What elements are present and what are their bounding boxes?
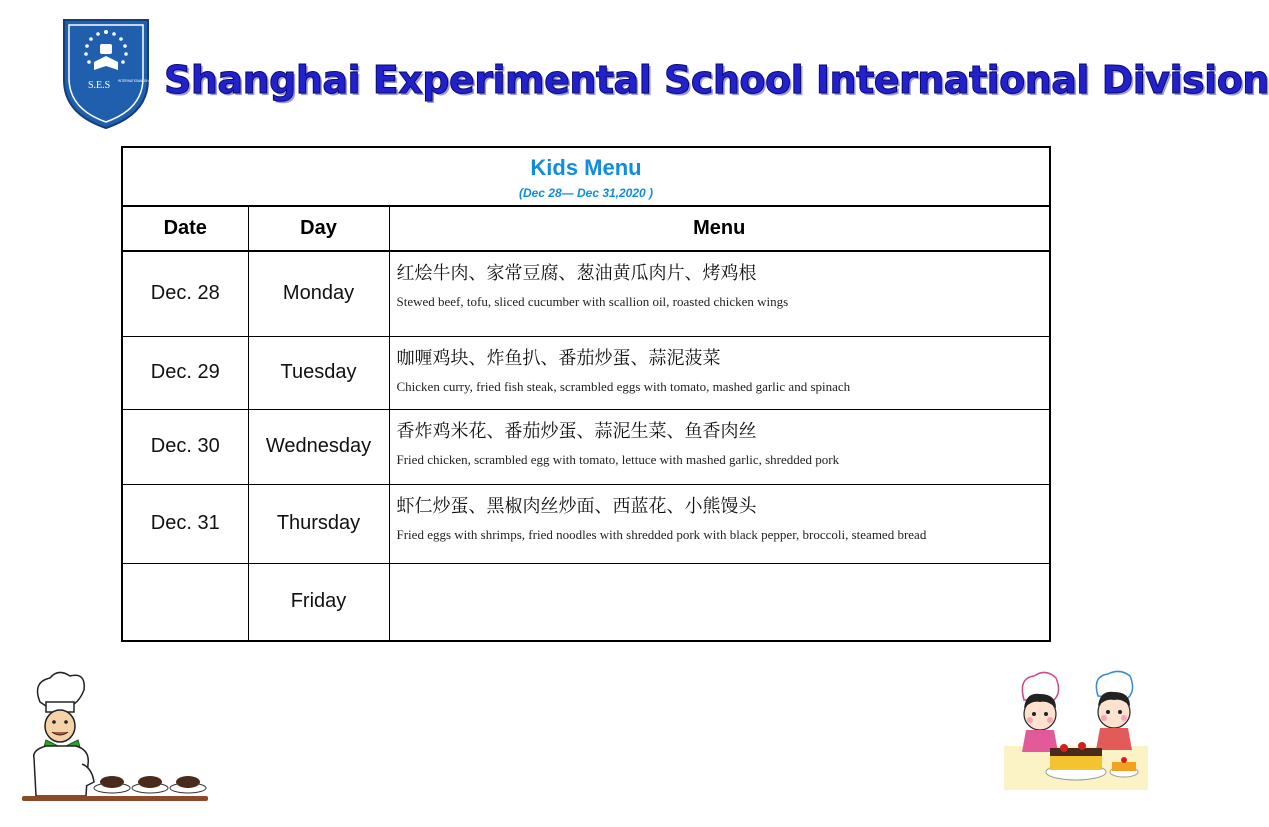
logo-subtext: INTERNATIONAL DIVISION	[118, 79, 159, 83]
menu-english: Fried chicken, scrambled egg with tomato, lettuce with mashed garlic, shredded pork	[396, 451, 840, 467]
menu-date-range: (Dec 28— Dec 31,2020 )	[518, 186, 654, 200]
table-row	[122, 409, 1050, 484]
table-header-row	[122, 206, 1050, 251]
kids-baking-cake-illustration	[1002, 668, 1150, 792]
row-menu	[389, 409, 1050, 484]
table-row	[122, 484, 1050, 563]
menu-chinese: 香炸鸡米花、番茄炒蛋、蒜泥生菜、鱼香肉丝	[396, 420, 757, 442]
menu-title: Kids Menu	[530, 155, 642, 180]
school-name: Shanghai Experimental School International Division	[164, 58, 1269, 102]
row-date: Dec. 28	[122, 251, 248, 336]
table-row	[122, 251, 1050, 336]
school-shield-logo	[62, 18, 159, 130]
table-row	[122, 336, 1050, 409]
row-date: Dec. 30	[122, 409, 248, 484]
row-day: Tuesday	[248, 336, 389, 409]
row-menu	[389, 484, 1050, 563]
row-date	[122, 563, 248, 641]
column-header-date: Date	[122, 206, 248, 251]
row-date: Dec. 29	[122, 336, 248, 409]
menu-chinese: 红烩牛肉、家常豆腐、葱油黄瓜肉片、烤鸡根	[396, 263, 757, 284]
row-menu	[389, 251, 1050, 336]
row-date: Dec. 31	[122, 484, 248, 563]
menu-chinese: 虾仁炒蛋、黑椒肉丝炒面、西蓝花、小熊馒头	[396, 495, 757, 517]
menu-english: Chicken curry, fried fish steak, scrambled eggs with tomato, mashed garlic and spinach	[396, 378, 851, 394]
menu-chinese: 咖喱鸡块、炸鱼扒、番茄炒蛋、蒜泥菠菜	[396, 347, 721, 369]
table-row	[122, 563, 1050, 641]
column-header-menu: Menu	[389, 206, 1050, 251]
chef-with-dishes-illustration	[12, 668, 212, 818]
row-menu	[389, 336, 1050, 409]
row-day: Monday	[248, 251, 389, 336]
menu-table	[121, 146, 1051, 642]
row-day: Friday	[248, 563, 389, 641]
row-day: Thursday	[248, 484, 389, 563]
row-day: Wednesday	[248, 409, 389, 484]
menu-caption	[122, 147, 1050, 206]
menu-english: Stewed beef, tofu, sliced cucumber with scallion oil, roasted chicken wings	[396, 294, 789, 309]
logo-text: S.E.S	[88, 80, 111, 91]
row-menu	[389, 563, 1050, 641]
column-header-day: Day	[248, 206, 389, 251]
menu-english: Fried eggs with shrimps, fried noodles with shredded pork with black pepper, broccoli, steamed bread	[396, 526, 927, 542]
